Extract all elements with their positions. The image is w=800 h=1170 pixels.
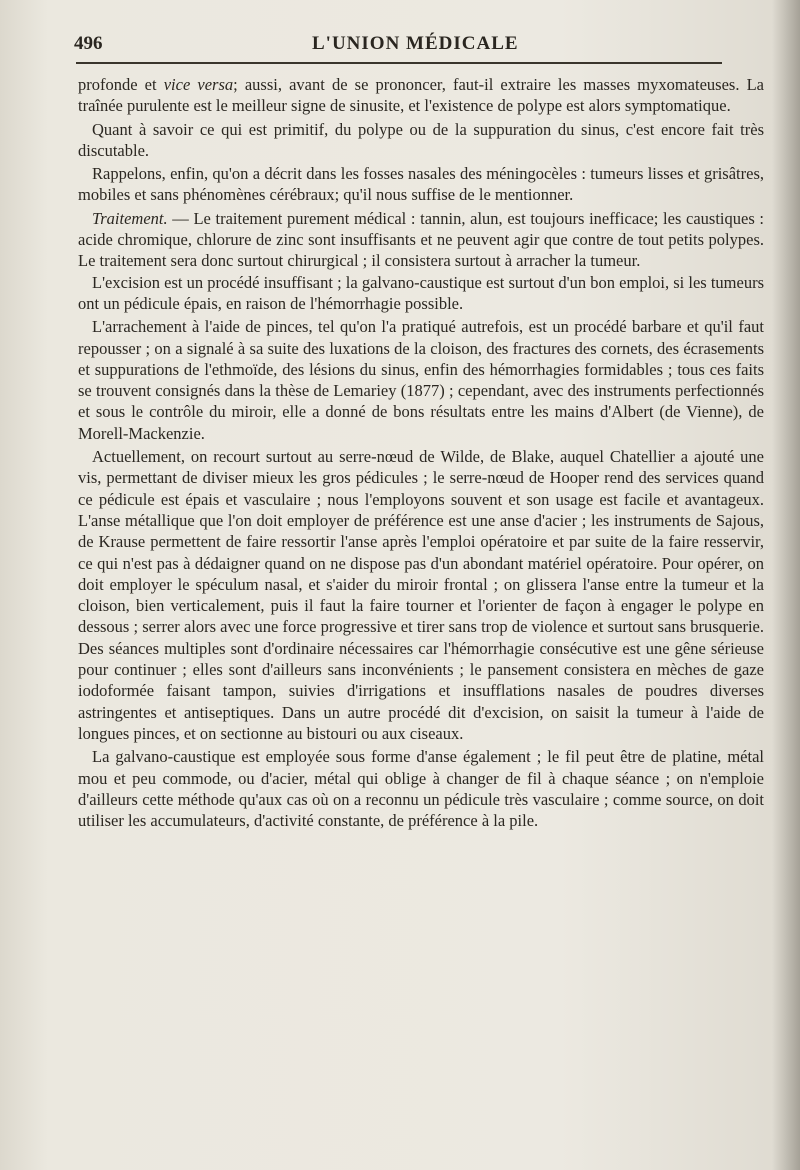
page-number: 496 — [74, 33, 103, 54]
paragraph-4: Traitement. — Le traitement purement médical : tannin, alun, est toujours inefficace; les caustiques : acide chromique, chlorure de zinc sont insuffisants et ne peuvent agir que contre de tout petits polypes. Le traitement sera donc surtout chirurgical ; il consistera surtout à arracher la tumeur. — [78, 208, 764, 271]
paragraph-5: L'excision est un procédé insuffisant ; la galvano-caustique est surtout d'un bon emploi, si les tumeurs ont un pédicule épais, en raison de l'hémorrhagie possible. — [78, 272, 764, 313]
section-heading: Traitement. — [92, 208, 168, 228]
paragraph-3: Rappelons, enfin, qu'on a décrit dans les fosses nasales des méningocèles : tumeurs lisses et grisâtres, mobiles et sans phénomènes cérébraux; qu'il nous suffise de le mentionner. — [78, 164, 764, 205]
page-edge-shadow — [772, 0, 800, 1170]
body-text — [78, 74, 764, 831]
page-header — [74, 30, 724, 58]
paragraph-7: Actuellement, on recourt surtout au serre-nœud de Wilde, de Blake, auquel Chatellier a ajouté une vis, permettant de diviser mieux les gros pédicules ; le serre-nœud de Hooper rend des services quand ce pédicule est épais et vasculaire ; nous l'employons souvent et son usage est facile et avantageux. L'anse métallique que l'on doit employer de préférence est une anse d'acier ; les instruments de Sajous, de Krause permettent de faire ressortir l'anse après l'emploi opératoire et par suite de la faire resservir, ce qui n'est pas à dédaigner quand on ne dispose pas d'un abondant matériel opératoire. Pour opérer, on doit employer le spéculum nasal, et s'aider du miroir frontal ; on glissera l'anse entre la tumeur et la cloison, bien verticalement, puis il faut la faire tourner et l'orienter de façon à engager le polype en dessous ; serrer alors avec une force progressive et tirer sans trop de violence et surtout sans brusquerie. Des séances multiples sont d'ordinaire nécessaires car l'hémorrhagie consécutive est une gêne sérieuse pour continuer ; elles sont d'ailleurs sans inconvénients ; le pansement consistera en mèches de gaze iodoformée faisant tampon, suivies d'irrigations et insufflations nasales de poudres diverses astringentes et antiseptiques. Dans un autre procédé dit d'excision, on saisit la tumeur à l'aide de longues pinces, et on sectionne au bistouri ou aux ciseaux. — [78, 447, 764, 743]
header-rule — [76, 62, 722, 64]
paragraph-1: profonde et vice versa; aussi, avant de se prononcer, faut-il extraire les masses myxomateuses. La traînée purulente est le meilleur signe de sinusite, et l'existence de polype est alors symptomatique. — [78, 75, 764, 116]
running-title: L'UNION MÉDICALE — [312, 33, 519, 54]
paragraph-6: L'arrachement à l'aide de pinces, tel qu'on l'a pratiqué autrefois, est un procédé barbare et qu'il faut repousser ; on a signalé à sa suite des luxations de la cloison, des fractures des cornets, des écrasements et suppurations de l'ethmoïde, des lésions du sinus, enfin des hémorrhagies formidables ; tous ces faits se trouvent consignés dans la thèse de Lemariey (1877) ; cependant, avec des instruments perfectionnés et sous le contrôle du miroir, elle a donné de bons résultats entre les mains d'Albert (de Vienne), de Morell-Mackenzie. — [78, 317, 764, 443]
paragraph-2: Quant à savoir ce qui est primitif, du polype ou de la suppuration du sinus, c'est encore fait très discutable. — [78, 119, 764, 160]
paragraph-8: La galvano-caustique est employée sous forme d'anse également ; le fil peut être de platine, métal mou et peu commode, ou d'acier, métal qui oblige à changer de fil à chaque séance ; on n'emploie d'ailleurs cette méthode qu'aux cas où on a reconnu un pédicule très vasculaire ; comme source, on doit utiliser les accumulateurs, d'activité constante, de préférence à la pile. — [78, 747, 764, 831]
